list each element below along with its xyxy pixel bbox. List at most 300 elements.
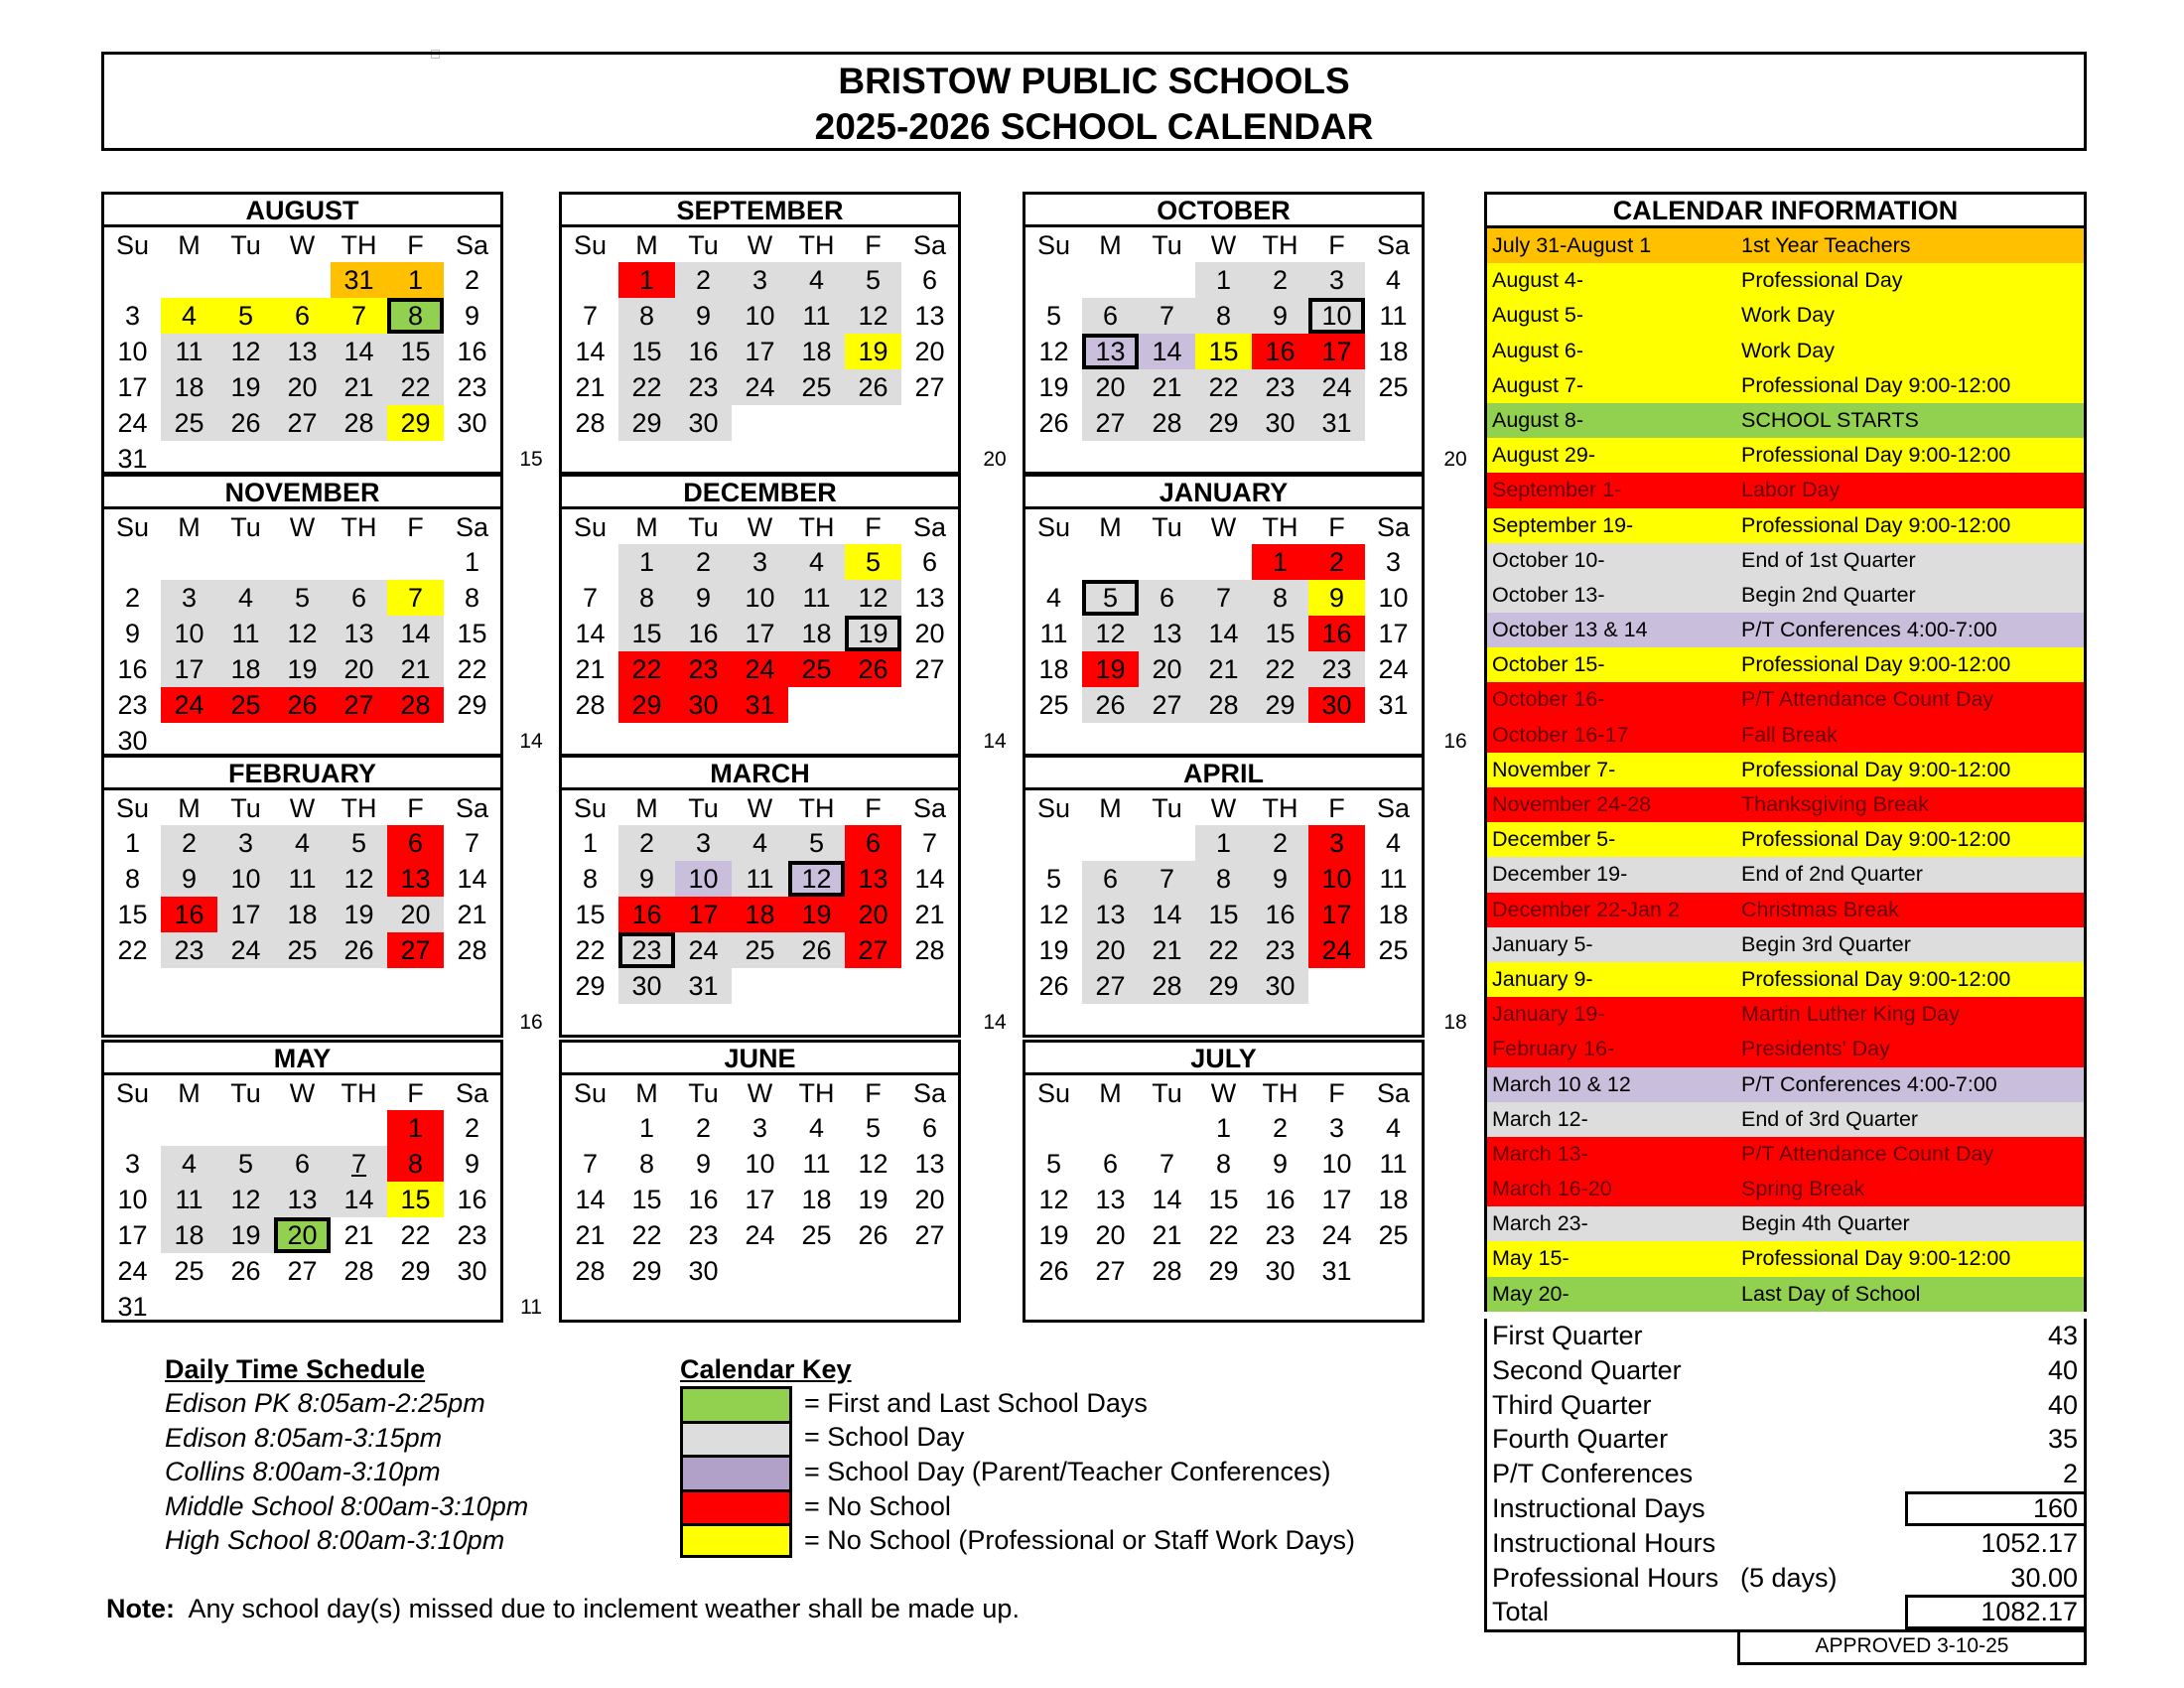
info-event: Professional Day 9:00-12:00 <box>1741 827 2011 852</box>
day-cell: 28 <box>1152 1256 1182 1286</box>
day-cell: 15 <box>387 1182 444 1217</box>
empty-cell <box>562 1289 618 1325</box>
empty-cell <box>1082 1289 1139 1325</box>
empty-cell <box>901 1004 958 1040</box>
day-cell: 23 <box>688 1220 719 1250</box>
weekday-header: TH <box>798 511 835 542</box>
day-cell: 9 <box>1252 861 1308 897</box>
weekday-header: Sa <box>455 511 489 542</box>
stat-mid: (5 days) <box>1740 1562 1838 1593</box>
day-cell: 15 <box>618 616 675 651</box>
info-date: September 19- <box>1492 512 1634 537</box>
month-day-count: 11 <box>520 1296 542 1319</box>
day-cell: 9 <box>464 301 480 331</box>
weekday-header: Tu <box>230 511 261 542</box>
day-cell: 30 <box>675 405 732 441</box>
empty-cell <box>562 723 618 759</box>
empty-cell <box>1365 968 1422 1004</box>
weekday-header: W <box>289 1077 316 1108</box>
info-date: October 16-17 <box>1492 722 1629 747</box>
day-cell: 12 <box>788 861 845 897</box>
empty-cell <box>675 441 732 477</box>
empty-cell <box>845 687 901 723</box>
empty-cell <box>732 405 788 441</box>
day-cell: 18 <box>788 616 845 651</box>
day-cell: 5 <box>1082 580 1139 616</box>
day-cell: 5 <box>274 580 331 616</box>
weekday-header: W <box>289 511 316 542</box>
info-row <box>1487 508 2084 543</box>
stat-value: 35 <box>2047 1424 2078 1455</box>
day-cell: 21 <box>387 651 444 687</box>
day-cell: 28 <box>914 935 945 965</box>
day-cell: 18 <box>788 334 845 369</box>
weekday-header: Sa <box>912 511 947 542</box>
info-event: 1st Year Teachers <box>1741 233 1911 257</box>
daily-time-schedule <box>165 1352 528 1558</box>
empty-cell <box>444 441 500 477</box>
day-cell: 1 <box>618 544 675 580</box>
empty-cell <box>1365 1289 1422 1325</box>
day-cell: 30 <box>618 968 675 1004</box>
weekday-header: M <box>178 229 201 260</box>
weekday-header: Tu <box>688 1077 719 1108</box>
day-cell: 9 <box>618 861 675 897</box>
day-cell: 22 <box>117 935 148 965</box>
empty-cell <box>1308 441 1365 477</box>
day-cell: 16 <box>675 334 732 369</box>
day-cell: 20 <box>387 897 444 932</box>
day-cell: 2 <box>161 825 217 861</box>
day-cell: 27 <box>914 372 945 402</box>
schedule-item: Edison 8:05am-3:15pm <box>165 1422 443 1453</box>
month-name: OCTOBER <box>1025 195 1422 227</box>
day-cell: 27 <box>1139 687 1195 723</box>
day-cell: 31 <box>1321 1256 1352 1286</box>
weekday-header: Tu <box>230 792 261 823</box>
day-cell: 22 <box>618 651 675 687</box>
empty-cell <box>901 1253 958 1289</box>
day-cell: 24 <box>161 687 217 723</box>
empty-cell <box>1139 1289 1195 1325</box>
day-cell: 26 <box>1038 408 1069 438</box>
day-cell: 11 <box>1379 301 1408 331</box>
month-day-count: 14 <box>983 730 1007 753</box>
empty-cell <box>1308 1004 1365 1040</box>
day-cell: 18 <box>1378 1185 1409 1214</box>
stat-mid <box>1740 1319 1905 1353</box>
stat-value: 43 <box>2047 1321 2078 1350</box>
day-cell: 26 <box>788 932 845 968</box>
stat-label: Instructional Days <box>1492 1492 1706 1523</box>
stat-mid <box>1740 1353 1905 1388</box>
day-cell: 23 <box>618 932 675 968</box>
day-cell: 21 <box>1152 1220 1182 1250</box>
day-cell: 24 <box>732 651 788 687</box>
day-cell: 4 <box>217 580 274 616</box>
day-cell: 10 <box>675 861 732 897</box>
day-cell: 19 <box>788 897 845 932</box>
day-cell: 28 <box>575 408 606 438</box>
empty-cell <box>675 1004 732 1040</box>
weekday-header: Tu <box>230 229 261 260</box>
key-label: = No School <box>804 1490 951 1521</box>
day-cell: 15 <box>457 619 487 648</box>
day-cell: 17 <box>1308 334 1365 369</box>
day-cell: 3 <box>732 544 788 580</box>
weekday-header: TH <box>341 229 377 260</box>
day-cell: 5 <box>788 825 845 861</box>
stat-label: Total <box>1492 1597 1550 1627</box>
empty-cell <box>675 1289 732 1325</box>
month-day-count: 16 <box>519 1011 543 1034</box>
day-cell: 16 <box>675 616 732 651</box>
info-row <box>1487 1241 2084 1276</box>
day-cell: 7 <box>582 583 599 613</box>
empty-cell <box>1025 1110 1082 1146</box>
empty-cell <box>444 968 500 1004</box>
empty-cell <box>161 262 217 298</box>
day-cell: 11 <box>732 861 788 897</box>
empty-cell <box>444 1289 500 1325</box>
weekday-header: F <box>1328 792 1345 823</box>
info-date: November 24-28 <box>1492 792 1652 816</box>
day-cell: 13 <box>274 334 331 369</box>
day-cell: 28 <box>1139 405 1195 441</box>
empty-cell <box>845 968 901 1004</box>
weekday-header: Sa <box>455 792 489 823</box>
day-cell: 11 <box>1379 1149 1408 1179</box>
empty-cell <box>274 723 331 759</box>
info-event: End of 3rd Quarter <box>1741 1106 1919 1131</box>
info-row <box>1487 682 2084 717</box>
empty-cell <box>104 544 161 580</box>
stat-label: First Quarter <box>1492 1321 1643 1350</box>
empty-cell <box>845 723 901 759</box>
day-cell: 9 <box>695 1149 712 1179</box>
empty-cell <box>1252 441 1308 477</box>
empty-cell <box>901 441 958 477</box>
day-cell: 20 <box>1082 369 1139 405</box>
day-cell: 13 <box>387 861 444 897</box>
empty-cell <box>161 1110 217 1146</box>
info-date: August 5- <box>1492 303 1584 328</box>
stat-mid <box>1740 1457 1905 1491</box>
empty-cell <box>901 687 958 723</box>
info-date: December 19- <box>1492 862 1628 887</box>
info-event: P/T Attendance Count Day <box>1741 1141 1994 1166</box>
weekday-header: M <box>635 1077 658 1108</box>
day-cell: 16 <box>1252 334 1308 369</box>
day-cell: 2 <box>618 825 675 861</box>
stat-row <box>1487 1595 2084 1629</box>
stat-row <box>1487 1491 2084 1526</box>
empty-cell <box>274 262 331 298</box>
info-date: March 12- <box>1492 1106 1588 1131</box>
day-cell: 18 <box>161 1217 217 1253</box>
day-cell: 10 <box>732 580 788 616</box>
info-date: January 5- <box>1492 931 1593 956</box>
day-cell: 22 <box>1208 1220 1239 1250</box>
day-cell: 10 <box>117 337 148 366</box>
day-cell: 14 <box>575 337 606 366</box>
info-row <box>1487 543 2084 578</box>
weekday-header: Su <box>1036 1077 1071 1108</box>
weekday-header: Su <box>115 1077 150 1108</box>
day-cell: 29 <box>1195 968 1252 1004</box>
empty-cell <box>161 441 217 477</box>
month-september <box>559 192 961 475</box>
day-cell: 29 <box>618 405 675 441</box>
day-cell: 10 <box>217 861 274 897</box>
empty-cell <box>387 1004 444 1040</box>
schedule-item: Edison PK 8:05am-2:25pm <box>165 1388 485 1418</box>
day-cell: 18 <box>1378 900 1409 929</box>
day-cell: 1 <box>387 1110 444 1146</box>
empty-cell <box>217 544 274 580</box>
weekday-header: M <box>1099 792 1122 823</box>
day-cell: 20 <box>1082 932 1139 968</box>
day-cell: 17 <box>217 897 274 932</box>
weekday-header: TH <box>798 229 835 260</box>
day-cell: 25 <box>1378 1220 1409 1250</box>
day-cell: 19 <box>845 616 901 651</box>
info-date: August 29- <box>1492 443 1595 468</box>
day-cell: 12 <box>1038 337 1069 366</box>
day-cell: 30 <box>1252 405 1308 441</box>
day-cell: 19 <box>217 369 274 405</box>
info-row <box>1487 578 2084 613</box>
info-event: SCHOOL STARTS <box>1741 407 1919 432</box>
day-cell: 2 <box>1308 544 1365 580</box>
day-cell: 18 <box>161 369 217 405</box>
day-cell: 14 <box>457 864 487 894</box>
day-cell: 6 <box>331 580 387 616</box>
day-cell: 26 <box>274 687 331 723</box>
info-row <box>1487 1206 2084 1241</box>
weekday-header: Tu <box>688 792 719 823</box>
day-cell: 8 <box>387 298 444 334</box>
day-cell: 21 <box>457 900 487 929</box>
empty-cell <box>161 1289 217 1325</box>
empty-cell <box>1025 441 1082 477</box>
day-cell: 27 <box>1095 1256 1126 1286</box>
day-cell: 8 <box>618 580 675 616</box>
info-row <box>1487 962 2084 997</box>
stat-value: 160 <box>1905 1491 2084 1526</box>
day-cell: 8 <box>1252 580 1308 616</box>
day-cell: 12 <box>845 580 901 616</box>
month-december <box>559 474 961 757</box>
stat-label: Third Quarter <box>1492 1389 1652 1420</box>
empty-cell <box>1139 723 1195 759</box>
weekday-header: F <box>865 1077 882 1108</box>
stat-mid <box>1740 1388 1905 1423</box>
stat-mid <box>1740 1491 1905 1526</box>
day-cell: 19 <box>1038 1220 1069 1250</box>
weekday-header: Tu <box>230 1077 261 1108</box>
day-cell: 1 <box>464 547 480 577</box>
day-cell: 5 <box>331 825 387 861</box>
day-cell: 7 <box>1195 580 1252 616</box>
weekday-header: F <box>865 511 882 542</box>
day-cell: 17 <box>745 1185 775 1214</box>
day-cell: 17 <box>161 651 217 687</box>
month-name: JUNE <box>562 1043 958 1075</box>
info-row <box>1487 857 2084 892</box>
weekday-header: Su <box>115 229 150 260</box>
day-cell: 28 <box>575 690 606 720</box>
day-cell: 8 <box>464 583 480 613</box>
empty-cell <box>274 968 331 1004</box>
note-text: Any school day(s) missed due to inclement weather shall be made up. <box>188 1594 1020 1623</box>
weekday-header: TH <box>341 792 377 823</box>
schedule-item: High School 8:00am-3:10pm <box>165 1525 505 1556</box>
empty-cell <box>1139 1110 1195 1146</box>
info-event: Professional Day 9:00-12:00 <box>1741 757 2011 781</box>
empty-cell <box>274 544 331 580</box>
day-cell: 29 <box>1195 405 1252 441</box>
day-cell: 25 <box>274 932 331 968</box>
empty-cell <box>444 1004 500 1040</box>
empty-cell <box>217 1289 274 1325</box>
empty-cell <box>1365 1004 1422 1040</box>
info-date: May 20- <box>1492 1281 1570 1306</box>
day-cell: 27 <box>914 654 945 684</box>
day-cell: 13 <box>914 1149 945 1179</box>
approval-stamp: APPROVED 3-10-25 <box>1737 1629 2087 1665</box>
info-event: Labor Day <box>1741 478 1841 502</box>
day-cell: 11 <box>1379 864 1408 894</box>
month-name: FEBRUARY <box>104 758 500 790</box>
weekday-header: Tu <box>688 511 719 542</box>
day-cell: 23 <box>1308 651 1365 687</box>
empty-cell <box>161 1004 217 1040</box>
info-row <box>1487 1102 2084 1137</box>
info-row <box>1487 334 2084 368</box>
day-cell: 29 <box>387 405 444 441</box>
info-date: September 1- <box>1492 478 1622 502</box>
month-january <box>1023 474 1425 757</box>
day-cell: 6 <box>274 1146 331 1182</box>
stat-mid <box>1740 1526 1905 1561</box>
day-cell: 7 <box>1139 298 1195 334</box>
day-cell: 21 <box>343 1220 374 1250</box>
day-cell: 20 <box>914 619 945 648</box>
month-may <box>101 1040 503 1323</box>
empty-cell <box>217 1110 274 1146</box>
day-cell: 21 <box>575 654 606 684</box>
day-cell: 30 <box>675 687 732 723</box>
color-swatch <box>680 1489 792 1524</box>
title-line-2: 2025-2026 SCHOOL CALENDAR <box>814 106 1374 147</box>
empty-cell <box>1139 544 1195 580</box>
info-row <box>1487 718 2084 753</box>
weekday-header: Sa <box>1376 1077 1411 1108</box>
empty-cell <box>1025 825 1082 861</box>
weekday-header: F <box>407 229 424 260</box>
day-cell: 31 <box>732 687 788 723</box>
empty-cell <box>788 723 845 759</box>
month-name: DECEMBER <box>562 477 958 509</box>
empty-cell <box>618 1004 675 1040</box>
day-cell: 14 <box>575 619 606 648</box>
day-cell: 2 <box>1252 262 1308 298</box>
day-cell: 6 <box>1102 1149 1119 1179</box>
day-cell: 4 <box>274 825 331 861</box>
day-cell: 22 <box>400 1220 431 1250</box>
empty-cell <box>1025 723 1082 759</box>
info-date: May 15- <box>1492 1246 1570 1271</box>
weekday-header: F <box>407 1077 424 1108</box>
empty-cell <box>1195 1289 1252 1325</box>
day-cell: 14 <box>331 1182 387 1217</box>
empty-cell <box>732 723 788 759</box>
day-cell: 30 <box>117 726 148 756</box>
day-cell: 12 <box>217 1182 274 1217</box>
day-cell: 15 <box>618 334 675 369</box>
weekday-header: F <box>1328 511 1345 542</box>
info-event: P/T Attendance Count Day <box>1741 687 1994 712</box>
day-cell: 19 <box>858 1185 888 1214</box>
empty-cell <box>1025 544 1082 580</box>
day-cell: 4 <box>788 544 845 580</box>
info-date: October 10- <box>1492 547 1605 572</box>
day-cell: 26 <box>331 932 387 968</box>
day-cell: 14 <box>914 864 945 894</box>
weekday-header: Su <box>1036 792 1071 823</box>
day-cell: 21 <box>1195 651 1252 687</box>
info-date: January 9- <box>1492 966 1593 991</box>
stat-label: P/T Conferences <box>1492 1459 1694 1489</box>
info-row <box>1487 473 2084 507</box>
day-cell: 18 <box>1038 654 1069 684</box>
day-cell: 25 <box>217 687 274 723</box>
day-cell: 5 <box>217 1146 274 1182</box>
info-event: Professional Day <box>1741 268 1903 293</box>
day-cell: 11 <box>1039 619 1068 648</box>
weekday-header: W <box>1210 1077 1237 1108</box>
day-cell: 17 <box>117 1220 148 1250</box>
day-cell: 1 <box>618 262 675 298</box>
day-cell: 10 <box>1378 583 1409 613</box>
empty-cell <box>331 544 387 580</box>
day-cell: 30 <box>457 408 487 438</box>
day-cell: 16 <box>688 1185 719 1214</box>
weekday-header: Su <box>1036 511 1071 542</box>
empty-cell <box>788 687 845 723</box>
day-cell: 23 <box>457 1220 487 1250</box>
day-cell: 11 <box>274 861 331 897</box>
day-cell: 28 <box>387 687 444 723</box>
day-cell: 1 <box>1252 544 1308 580</box>
month-april <box>1023 755 1425 1038</box>
info-event: Spring Break <box>1741 1177 1865 1201</box>
day-cell: 24 <box>117 1256 148 1286</box>
info-date: August 4- <box>1492 268 1584 293</box>
weekday-header: Su <box>573 229 608 260</box>
empty-cell <box>562 544 618 580</box>
day-cell: 22 <box>575 935 606 965</box>
day-cell: 2 <box>124 583 141 613</box>
info-event: Professional Day 9:00-12:00 <box>1741 1246 2011 1271</box>
weekday-header: W <box>289 229 316 260</box>
weekday-header: Su <box>573 511 608 542</box>
empty-cell <box>104 262 161 298</box>
day-cell: 29 <box>1252 687 1308 723</box>
info-event: Begin 3rd Quarter <box>1741 931 1911 956</box>
day-cell: 25 <box>174 1256 205 1286</box>
